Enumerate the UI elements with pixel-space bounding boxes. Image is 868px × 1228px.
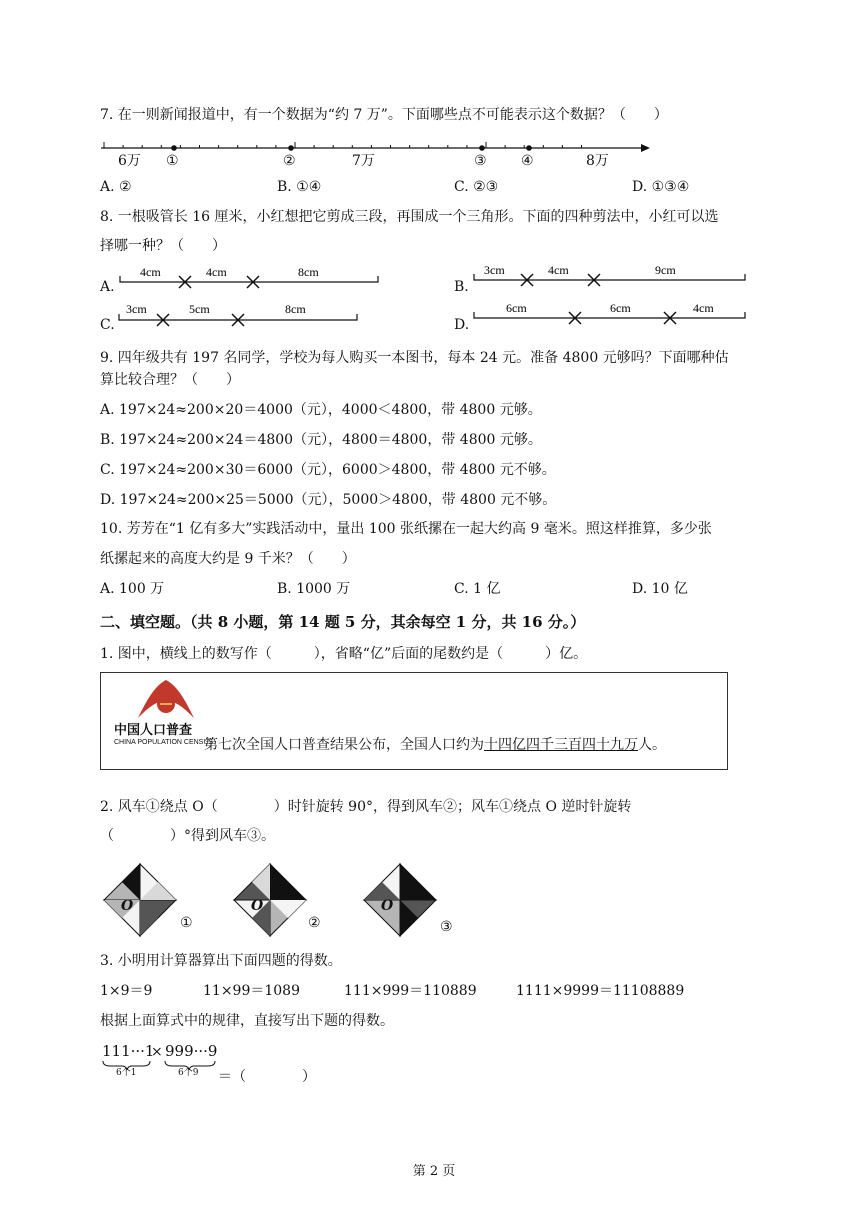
f3-rule: 根据上面算式中的规律，直接写出下题的得数。 <box>100 1013 394 1029</box>
q8-b-seg2: 4cm <box>548 263 569 277</box>
q7-option-a[interactable]: A. ② <box>100 179 132 195</box>
f3-stem: 3. 小明用计算器算出下面四题的得数。 <box>100 953 342 969</box>
f2-stem-line1: 2. 风车①绕点 O（ ）时针旋转 90°，得到风车②；风车①绕点 O 逆时针旋转 <box>100 799 632 815</box>
page-number: 第 2 页 <box>412 1164 456 1179</box>
q7-label-8wan: 8万 <box>586 153 609 169</box>
census-logo-en: CHINA POPULATION CENSUS <box>114 739 214 746</box>
q7-label-7wan: 7万 <box>352 153 375 169</box>
q7-option-b[interactable]: B. ①④ <box>277 179 322 195</box>
q8-b-seg1: 3cm <box>484 263 505 277</box>
q8-stem-line2: 择哪一种？（ ） <box>100 238 226 254</box>
f3-eq-2: 11×99＝1089 <box>203 983 300 999</box>
q7-label-1: ① <box>166 153 179 169</box>
census-logo-cn: 中国人口普查 <box>114 723 193 738</box>
q9-stem-line1: 9. 四年级共有 197 名同学，学校为每人购买一本图书，每本 24 元。准备 4800 元够吗？下面哪种估 <box>100 350 729 366</box>
windmill-3-mark: ③ <box>440 919 453 935</box>
q9-option-a[interactable]: A. 197×24≈200×20＝4000（元），4000＜4800，带 4800 元够。 <box>100 402 542 418</box>
q10-option-c[interactable]: C. 1 亿 <box>454 581 501 597</box>
q10-stem-line1: 10. 芳芳在“1 亿有多大”实践活动中，量出 100 张纸摞在一起大约高 9 毫米。照这样推算，多少张 <box>100 521 712 537</box>
census-text-after: 人。 <box>638 737 666 753</box>
q9-option-b[interactable]: B. 197×24≈200×24＝4800（元），4800＝4800，带 4800 元够。 <box>100 432 542 448</box>
windmill-2-mark: ② <box>308 915 321 931</box>
q8-d-seg2: 6cm <box>610 301 631 315</box>
q8-b-seg3: 9cm <box>655 263 676 277</box>
f3-nines: 999···9 <box>165 1042 218 1060</box>
q8-a-seg2: 4cm <box>206 265 227 279</box>
q7-label-4: ④ <box>521 153 534 169</box>
q9-option-d[interactable]: D. 197×24≈200×25＝5000（元），5000＞4800，带 4800 元不够。 <box>100 492 557 508</box>
f3-ones: 111···1 <box>102 1042 155 1060</box>
windmill-1-o: O <box>121 898 134 914</box>
q10-option-d[interactable]: D. 10 亿 <box>632 581 688 597</box>
census-text-underlined: 十四亿四千三百四十九万 <box>484 737 638 753</box>
q8-stem-line1: 8. 一根吸管长 16 厘米，小红想把它剪成三段，再围成一个三角形。下面的四种剪法中，小红可以选 <box>100 209 719 225</box>
census-text-before: 第七次全国人口普查结果公布，全国人口约为 <box>204 737 484 753</box>
q8-option-d-letter[interactable]: D. <box>454 317 470 333</box>
windmill-1-mark: ① <box>180 915 193 931</box>
q7-label-2: ② <box>283 153 296 169</box>
q7-option-d[interactable]: D. ①③④ <box>632 179 690 195</box>
q8-option-a-letter[interactable]: A. <box>100 279 115 295</box>
windmill-2-o: O <box>251 898 264 914</box>
q8-a-seg3: 8cm <box>298 265 319 279</box>
q10-option-a[interactable]: A. 100 万 <box>100 581 165 597</box>
q8-a-seg1: 4cm <box>140 265 161 279</box>
f3-ones-sub: 6个1 <box>116 1068 137 1078</box>
section-2-heading: 二、填空题。（共 8 小题，第 14 题 5 分，其余每空 1 分，共 16 分。） <box>100 613 586 631</box>
q7-label-3: ③ <box>474 153 487 169</box>
q9-stem-line2: 算比较合理？（ ） <box>100 372 240 388</box>
q9-option-c[interactable]: C. 197×24≈200×30＝6000（元），6000＞4800，带 4800 元不够。 <box>100 462 556 478</box>
f3-eq-3: 111×999＝110889 <box>344 983 477 999</box>
f1-stem: 1. 图中，横线上的数写作（ ），省略“亿”后面的尾数约是（ ）亿。 <box>100 646 588 662</box>
q8-c-seg2: 5cm <box>189 302 210 316</box>
q10-option-b[interactable]: B. 1000 万 <box>277 581 351 597</box>
q8-c-seg3: 8cm <box>285 302 306 316</box>
q8-option-b-letter[interactable]: B. <box>454 279 469 295</box>
q8-d-seg1: 6cm <box>506 301 527 315</box>
q8-d-seg3: 4cm <box>693 301 714 315</box>
windmill-3-o: O <box>381 898 394 914</box>
f3-nines-sub: 6个9 <box>178 1068 199 1078</box>
q7-stem: 7. 在一则新闻报道中，有一个数据为“约 7 万”。下面哪些点不可能表示这个数据？（ ） <box>100 107 668 123</box>
q7-label-6wan: 6万 <box>118 153 141 169</box>
f3-answer: ＝（ ） <box>218 1069 316 1085</box>
q8-c-seg1: 3cm <box>126 302 147 316</box>
q7-option-c[interactable]: C. ②③ <box>454 179 499 195</box>
f2-stem-line2: （ ）°得到风车③。 <box>100 828 275 844</box>
f3-times: × <box>151 1044 163 1060</box>
f3-eq-4: 1111×9999＝11108889 <box>516 983 685 999</box>
f3-eq-1: 1×9＝9 <box>100 983 153 999</box>
q8-option-c-letter[interactable]: C. <box>100 317 115 333</box>
q10-stem-line2: 纸摞起来的高度大约是 9 千米？（ ） <box>100 551 356 567</box>
